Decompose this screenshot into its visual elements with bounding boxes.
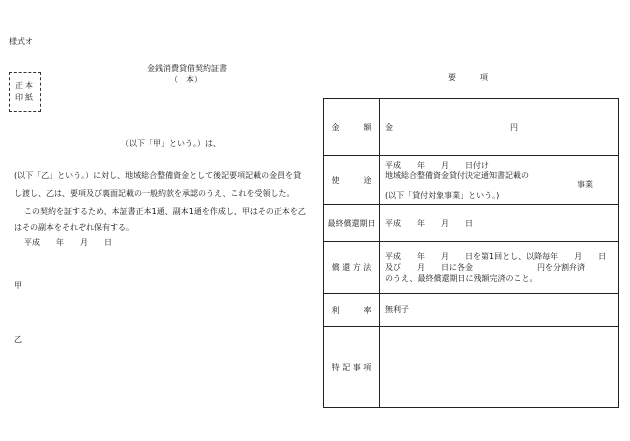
party-a-label: 甲	[14, 281, 22, 290]
document-title: 金銭消費貸借契約証書	[147, 64, 227, 73]
final-date-label: 最終償還期日	[324, 205, 380, 241]
requirements-table	[323, 98, 619, 408]
use-line-2: 地域総合整備資金貸付決定通知書記載の	[385, 171, 529, 180]
amount-label: 金 額	[324, 99, 380, 155]
repayment-value	[385, 242, 614, 293]
table-row-use	[324, 156, 618, 205]
final-date-value	[385, 205, 614, 241]
table-row-interest	[324, 294, 618, 327]
repayment-line-2: 及び 月 日に各金 円を分割弁済	[385, 263, 585, 272]
table-row-amount	[324, 99, 618, 156]
stamp-label-line2: 印紙	[15, 93, 35, 102]
use-line-3: 事業	[577, 180, 593, 189]
table-row-special	[324, 327, 618, 407]
use-line-4: (以下「貸付対象事業」という。)	[385, 191, 500, 200]
final-date-text: 平成 年 月 日	[385, 219, 473, 228]
interest-label: 利 率	[324, 294, 380, 326]
interest-value	[385, 294, 614, 326]
repayment-line-3: のうえ、最終償還期日に残額完済のこと。	[385, 274, 538, 283]
body-line-2: (以下「乙」という。）に対し、地域総合整備資金として後記要項記載の金員を貸	[14, 171, 302, 180]
interest-text: 無利子	[385, 305, 409, 314]
repayment-line-1: 平成 年 月 日を第1回とし、以降毎年 月 日	[385, 252, 607, 261]
table-row-repayment	[324, 242, 618, 294]
contract-date: 平成 年 月 日	[24, 238, 112, 247]
party-b-label: 乙	[14, 335, 22, 344]
special-notes-label: 特 記 事 項	[324, 327, 380, 407]
body-line-5: はその副本をそれぞれ保有する。	[14, 223, 134, 232]
body-line-3: し渡し、乙は、要項及び裏面記載の一般約款を承認のうえ、これを受領した。	[14, 189, 295, 198]
use-label: 使 途	[324, 156, 380, 204]
form-label: 様式オ	[9, 37, 33, 46]
requirements-heading: 要 項	[448, 73, 488, 82]
use-line-1: 平成 年 月 日付け	[385, 161, 489, 170]
table-row-final-date	[324, 205, 618, 242]
amount-prefix: 金	[385, 123, 393, 132]
amount-unit: 円	[510, 123, 518, 132]
body-line-1: （以下「甲」という。）は、	[121, 139, 221, 148]
stamp-label-line1: 正本	[15, 81, 35, 90]
body-line-4: この契約を証するため、本証書正本1通、副本1通を作成し、甲はその正本を乙	[24, 207, 306, 216]
revenue-stamp-box	[9, 72, 41, 112]
special-notes-value	[385, 327, 614, 407]
repayment-label: 償 還 方 法	[324, 242, 380, 293]
document-subtitle: （ 本）	[170, 75, 202, 84]
amount-value	[385, 99, 614, 155]
use-value	[385, 156, 614, 204]
